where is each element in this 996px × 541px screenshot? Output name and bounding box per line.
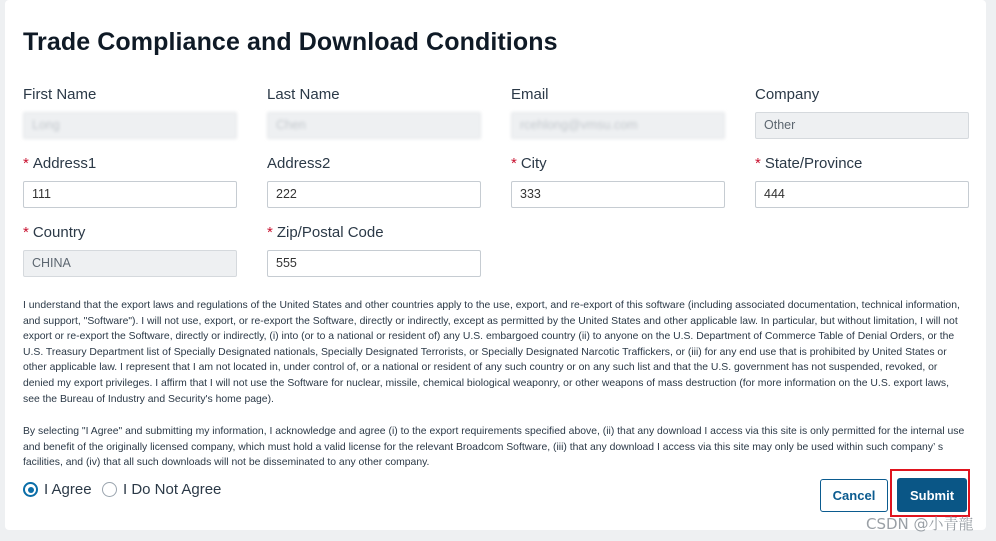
zip-label: * Zip/Postal Code: [267, 224, 384, 241]
email-field[interactable]: rcehlong@vmsu.com: [511, 112, 725, 139]
csdn-watermark: CSDN @小青龍: [866, 515, 974, 533]
disagree-radio[interactable]: [102, 482, 117, 497]
email-label: Email: [511, 86, 549, 103]
address1-field[interactable]: 111: [23, 181, 237, 208]
address2-label: Address2: [267, 155, 331, 172]
state-label: * State/Province: [755, 155, 863, 172]
company-label: Company: [755, 86, 820, 103]
city-field[interactable]: 333: [511, 181, 725, 208]
country-field[interactable]: CHINA: [23, 250, 237, 277]
required-marker: *: [23, 155, 29, 172]
required-marker: *: [511, 155, 517, 172]
required-marker: *: [755, 155, 761, 172]
agree-label: I Agree: [44, 481, 92, 498]
agree-option[interactable]: [23, 481, 92, 498]
address1-label: * Address1: [23, 155, 97, 172]
company-field[interactable]: Other: [755, 112, 969, 139]
required-marker: *: [267, 224, 273, 241]
required-marker: *: [23, 224, 29, 241]
submit-button[interactable]: Submit: [897, 478, 967, 512]
agree-radio[interactable]: [23, 482, 38, 497]
cancel-button[interactable]: Cancel: [820, 479, 888, 512]
country-label: * Country: [23, 224, 86, 241]
page-title: Trade Compliance and Download Conditions: [23, 28, 558, 56]
agreement-terms-text: By selecting "I Agree" and submitting my information, I acknowledge and agree (i) to the export requirements specified above, (ii) that any download I access via this site is only permitted for the internal use and benefit of the originally licensed company, which must hold a valid license for the relevant Broadcom Software, (iii) that any download I access via this site may only be used within such company’ s facilities, and (iv) that all such downloads will not be disseminated to any other company.: [23, 426, 965, 469]
state-field[interactable]: 444: [755, 181, 969, 208]
city-label: * City: [511, 155, 547, 172]
zip-field[interactable]: 555: [267, 250, 481, 277]
address2-field[interactable]: 222: [267, 181, 481, 208]
export-terms-text: I understand that the export laws and regulations of the United States and other countries apply to the use, export, and re-export of this software (including associated documentation, technical information, and support, "Software"). I will not use, export, or re-export the Software, directly or indirectly, except as permitted by the United States and other applicable law. In particular, but without limitation, I will not export or re-export the Software, directly or indirectly, (i) into (or to a national or resident of) any U.S. embargoed country (ii) to anyone on the U.S. Department of Commerce Table of Denial Orders, or the U.S. Treasury Department list of Specially Designated nationals, Specially Designated Terrorists, or Specially Designated Narcotic Traffickers, or (iii) for any end use that is prohibited by United States or other applicable law. I represent that I am not located in, under control of, or a national or resident of any such country or on any such list and that the U.S. government has not suspended, revoked, or denied my export privileges. I affirm that I will not use the Software for nuclear, missile, chemical biological weaponry, or other weapons of mass destruction (for more information on the U.S. export laws, see the Bureau of Industry and Security's home page).: [23, 300, 960, 405]
last-name-field[interactable]: Chen: [267, 112, 481, 139]
disagree-option[interactable]: [102, 481, 221, 498]
first-name-label: First Name: [23, 86, 97, 103]
disagree-label: I Do Not Agree: [123, 481, 222, 498]
last-name-label: Last Name: [267, 86, 340, 103]
first-name-field[interactable]: Long: [23, 112, 237, 139]
